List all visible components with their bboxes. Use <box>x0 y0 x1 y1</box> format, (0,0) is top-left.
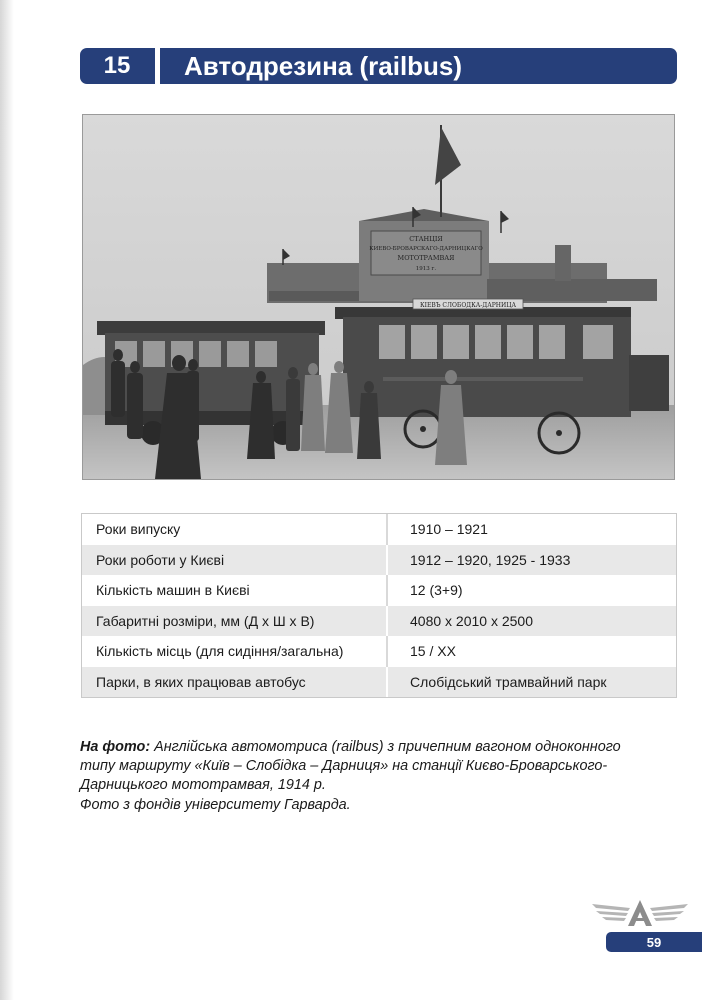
caption-line-3: Дарницького мототрамвая, 1914 р. <box>80 777 326 794</box>
spec-label: Габаритні розміри, мм (Д х Ш х В) <box>82 606 387 637</box>
spec-label: Роки роботи у Києві <box>82 545 387 576</box>
caption-prefix: На фото: <box>80 739 151 755</box>
spec-value: 1912 – 1920, 1925 - 1933 <box>387 545 676 576</box>
sign-line-2: КИЕВО-БРОВАРСКАГО-ДАРНИЦКАГО <box>369 246 483 252</box>
spec-value: 1910 – 1921 <box>387 514 676 545</box>
historical-photo <box>82 114 675 480</box>
table-row <box>82 667 676 698</box>
spec-value: 12 (3+9) <box>387 575 676 606</box>
spec-label: Роки випуску <box>82 514 387 545</box>
spec-label: Кількість місць (для сидіння/загальна) <box>82 636 387 667</box>
sign-line-3: МОТОТРАМВАЯ <box>397 254 455 262</box>
section-header <box>80 48 677 84</box>
section-title: Автодрезина (railbus) <box>184 51 463 81</box>
spec-value: 15 / ХХ <box>387 636 676 667</box>
caption-line-1: Англійська автомотриса (railbus) з причепним вагоном одноконного <box>150 739 621 755</box>
photo-caption <box>80 738 670 815</box>
winged-a-logo-icon <box>590 898 690 928</box>
station-sign <box>369 231 483 275</box>
specs-table <box>82 514 676 697</box>
table-row <box>82 606 676 637</box>
sign-line-4: 1913 г. <box>415 266 437 272</box>
page-spine-shadow <box>0 0 14 1000</box>
table-row <box>82 545 676 576</box>
sign-line-1: СТАНЦІЯ <box>409 235 443 243</box>
section-number: 15 <box>103 52 131 79</box>
header-divider <box>155 48 160 84</box>
table-row <box>82 575 676 606</box>
table-row <box>82 636 676 667</box>
table-row <box>82 514 676 545</box>
spec-label: Парки, в яких працював автобус <box>82 667 387 698</box>
spec-value: Слобідський трамвайний парк <box>387 667 676 698</box>
caption-line-4: Фото з фондів університету Гарварда. <box>80 796 351 813</box>
caption-line-2: типу маршруту «Київ – Слобідка – Дарниця» на станції Києво-Броварського- <box>80 758 608 775</box>
route-board: КІЕВЪ СЛОБОДКА-ДАРНИЦА <box>419 302 517 309</box>
page-number: 59 <box>606 932 702 952</box>
spec-value: 4080 х 2010 х 2500 <box>387 606 676 637</box>
spec-label: Кількість машин в Києві <box>82 575 387 606</box>
